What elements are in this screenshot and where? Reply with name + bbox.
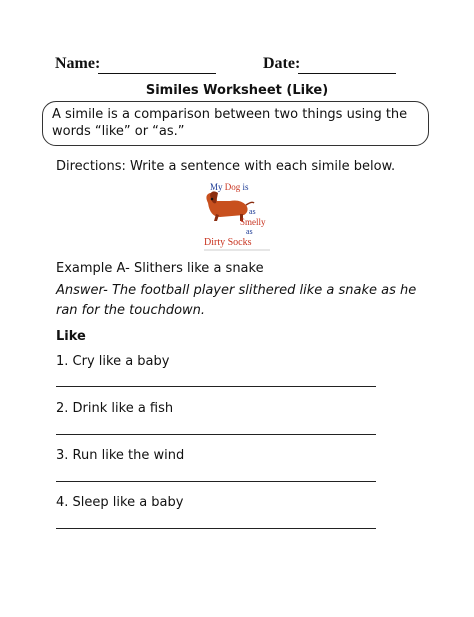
directions-text: Directions: Write a sentence with each simile below. — [56, 159, 396, 174]
name-label: Name: — [55, 55, 101, 72]
illus-line3: Smelly — [240, 217, 266, 227]
date-blank[interactable] — [298, 73, 396, 74]
prompt-1: 1. Cry like a baby — [56, 354, 170, 369]
illus-line5: Dirty Socks — [204, 237, 252, 248]
illus-line2: as — [249, 207, 256, 216]
example-text: Example A- Slithers like a snake — [56, 261, 264, 276]
section-heading: Like — [56, 329, 86, 344]
answer-line-4[interactable] — [56, 528, 376, 529]
dog-illustration — [200, 181, 276, 253]
date-label: Date: — [263, 55, 301, 72]
answer-line-3[interactable] — [56, 481, 376, 482]
definition-text: A simile is a comparison between two things using the words “like” or “as.” — [52, 107, 408, 139]
answer-line-2[interactable] — [56, 434, 376, 435]
prompt-4: 4. Sleep like a baby — [56, 495, 184, 510]
name-blank[interactable] — [98, 73, 216, 74]
prompt-2: 2. Drink like a fish — [56, 401, 174, 416]
answer-line-1[interactable] — [56, 386, 376, 387]
illus-line4: as — [246, 227, 253, 236]
illus-line1: My Dog is — [210, 182, 249, 192]
worksheet-title: Similes Worksheet (Like) — [145, 83, 329, 98]
prompt-3: 3. Run like the wind — [56, 448, 185, 463]
example-answer: Answer- The football player slithered like a snake as he ran for the touchdown. — [56, 283, 417, 318]
